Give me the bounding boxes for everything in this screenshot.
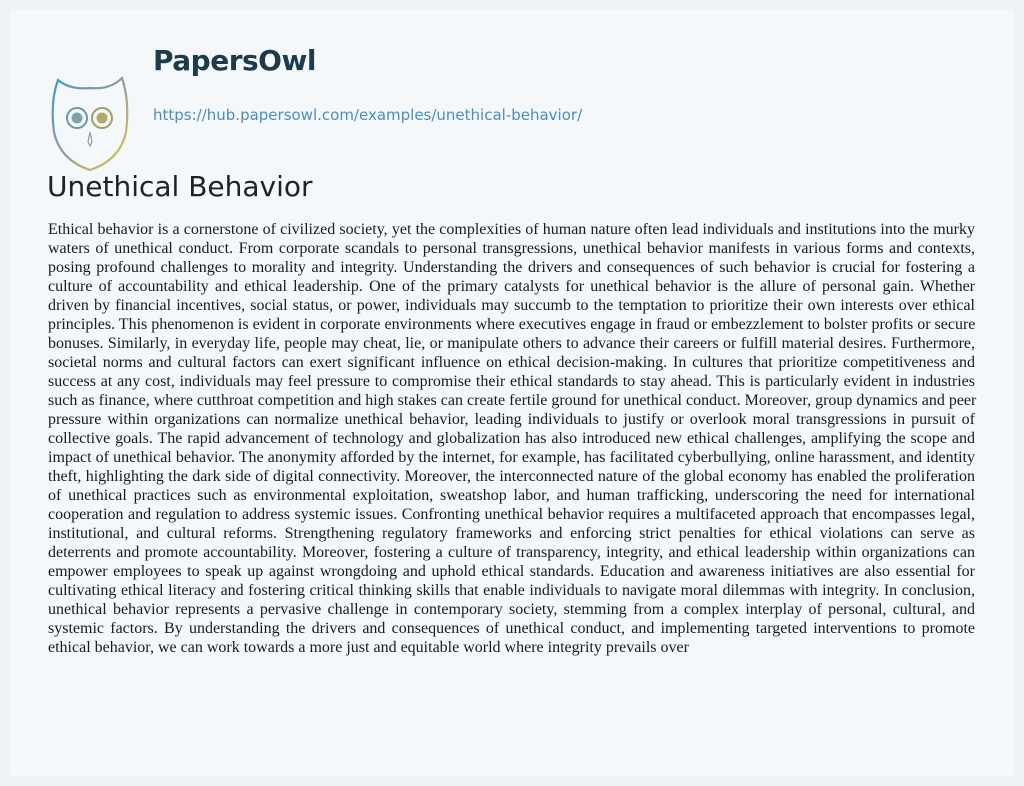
article-text-line: societal norms and cultural factors can exert significant influence on ethical decision-making. In cultures that prioritize competitiveness and — [48, 354, 975, 371]
article-text-line: bonuses. Similarly, in everyday life, people may cheat, lie, or manipulate others to advance their careers or fulfill material desires. Furthermore, — [48, 335, 975, 352]
article-text-line: systemic factors. By understanding the drivers and consequences of unethical conduct, and implementing targeted interventions to promote — [48, 620, 975, 637]
article-text-line: posing profound challenges to morality and integrity. Understanding the drivers and consequences of such behavior is crucial for fostering a — [48, 259, 975, 276]
article-text-line: driven by financial incentives, social status, or power, individuals may succumb to the temptation to prioritize their own interests over ethical — [48, 297, 975, 314]
article-text-line: theft, highlighting the dark side of digital connectivity. Moreover, the interconnected nature of the global economy has enabled the proliferation — [48, 468, 975, 485]
article-text-line: success at any cost, individuals may feel pressure to compromise their ethical standards to stay ahead. This is particularly evident in industries — [48, 373, 975, 390]
article-text-line: unethical behavior represents a pervasive challenge in contemporary society, stemming from a complex interplay of personal, cultural, and — [48, 601, 975, 618]
article-text-line: collective goals. The rapid advancement of technology and globalization has also introduced new ethical challenges, amplifying the scope and — [48, 430, 975, 447]
article-text-line: such as finance, where cutthroat competition and high stakes can create fertile ground for unethical conduct. Moreover, group dynamics and peer — [48, 392, 977, 409]
brand-name[interactable]: PapersOwl — [153, 44, 316, 77]
article-text-line: empower employees to speak up against wrongdoing and uphold ethical standards. Education and awareness initiatives are also essential for — [48, 563, 975, 580]
article-text-line: cultivating ethical literacy and fostering critical thinking skills that enable individuals to navigate moral dilemmas with integrity. In conclusion, — [48, 582, 975, 599]
page-title: Unethical Behavior — [47, 170, 313, 203]
article-text-line: ethical behavior, we can work towards a more just and equitable world where integrity prevails over — [48, 639, 689, 656]
article-body — [48, 220, 975, 657]
source-url-link[interactable]: https://hub.papersowl.com/examples/unethical-behavior/ — [153, 106, 583, 124]
article-text-line: of unethical practices such as environmental exploitation, sweatshop labor, and human trafficking, underscoring the need for international — [48, 487, 975, 504]
article-text-line: principles. This phenomenon is evident in corporate environments where executives engage in fraud or embezzlement to bolster profits or secure — [48, 316, 976, 333]
article-text-line: cooperation and regulation to address systemic issues. Confronting unethical behavior requires a multifaceted approach that encompasses legal, — [48, 506, 975, 523]
article-text-line: culture of accountability and ethical leadership. One of the primary catalysts for unethical behavior is the allure of personal gain. Whether — [48, 278, 975, 295]
article-text-line: deterrents and promote accountability. Moreover, fostering a culture of transparency, integrity, and ethical leadership within organizations can — [48, 544, 975, 561]
owl-logo-icon — [50, 72, 130, 172]
article-text-line: Ethical behavior is a cornerstone of civilized society, yet the complexities of human nature often lead individuals and institutions into the murky — [48, 221, 975, 238]
article-text-line: pressure within organizations can normalize unethical behavior, leading individuals to justify or overlook moral transgressions in pursuit of — [48, 411, 975, 428]
article-text-line: impact of unethical behavior. The anonymity afforded by the internet, for example, has facilitated cyberbullying, online harassment, and identity — [48, 449, 975, 466]
article-text-line: waters of unethical conduct. From corporate scandals to personal transgressions, unethical behavior manifests in various forms and contexts, — [48, 240, 975, 257]
article-text-line: institutional, and cultural reforms. Strengthening regulatory frameworks and enforcing strict penalties for ethical violations can serve as — [48, 525, 975, 542]
